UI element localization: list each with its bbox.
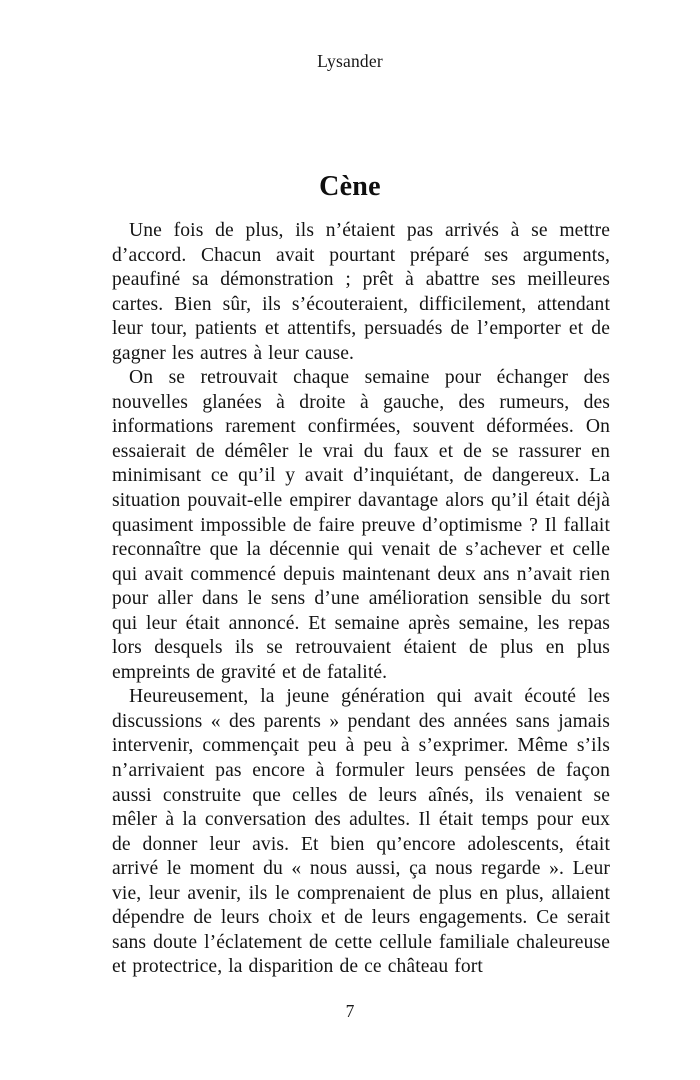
page-number: 7 — [345, 1001, 355, 1021]
body-paragraph: Une fois de plus, ils n’étaient pas arrivés à se mettre d’accord. Chacun avait pourtant préparé ses arguments, peaufiné sa démonstration ; prêt à abattre ses meilleures cartes. Bien sûr, ils s’écouteraient, difficilement, attendant leur tour, patients et attentifs, persuadés de l’emporter et de gagner les autres à leur cause. — [112, 220, 610, 364]
body-paragraph: On se retrouvait chaque semaine pour échanger des nouvelles glanées à droite à gauche, des rumeurs, des informations rarement confirmées, souvent déformées. On essaierait de démêler le vrai du faux et de se rassurer en minimisant ce qu’il y avait d’inquiétant, de dangereux. La situation pouvait-elle empirer davantage alors qu’il était déjà quasiment impossible de faire preuve d’optimisme ? Il fallait reconnaître que la décennie qui venait de s’achever et celle qui avait commencé depuis maintenant deux ans n’avait rien pour aller dans le sens d’une amélioration sensible du sort qui leur était annoncé. Et semaine après semaine, les repas lors desquels ils se retrouvaient étaient de plus en plus empreints de gravité et de fatalité. — [112, 367, 610, 683]
chapter-title: Cène — [319, 170, 381, 202]
body-paragraph: Heureusement, la jeune génération qui avait écouté les discussions « des parents » pendant des années sans jamais intervenir, commençait peu à peu à s’exprimer. Même s’ils n’arrivaient pas encore à formuler leurs pensées de façon aussi construite que celles de leurs aînés, ils venaient se mêler à la conversation des adultes. Il était temps pour eux de donner leur avis. Et bien qu’encore adolescents, était arrivé le moment du « nous aussi, ça nous regarde ». Leur vie, leur avenir, ils le comprenaient de plus en plus, allaient dépendre de leurs choix et de leurs engagements. Ce serait sans doute l’éclatement de cette cellule familiale chaleureuse et protectrice, la disparition de ce château fort — [112, 686, 610, 978]
running-header: Lysander — [317, 51, 383, 71]
body-text — [112, 219, 610, 980]
